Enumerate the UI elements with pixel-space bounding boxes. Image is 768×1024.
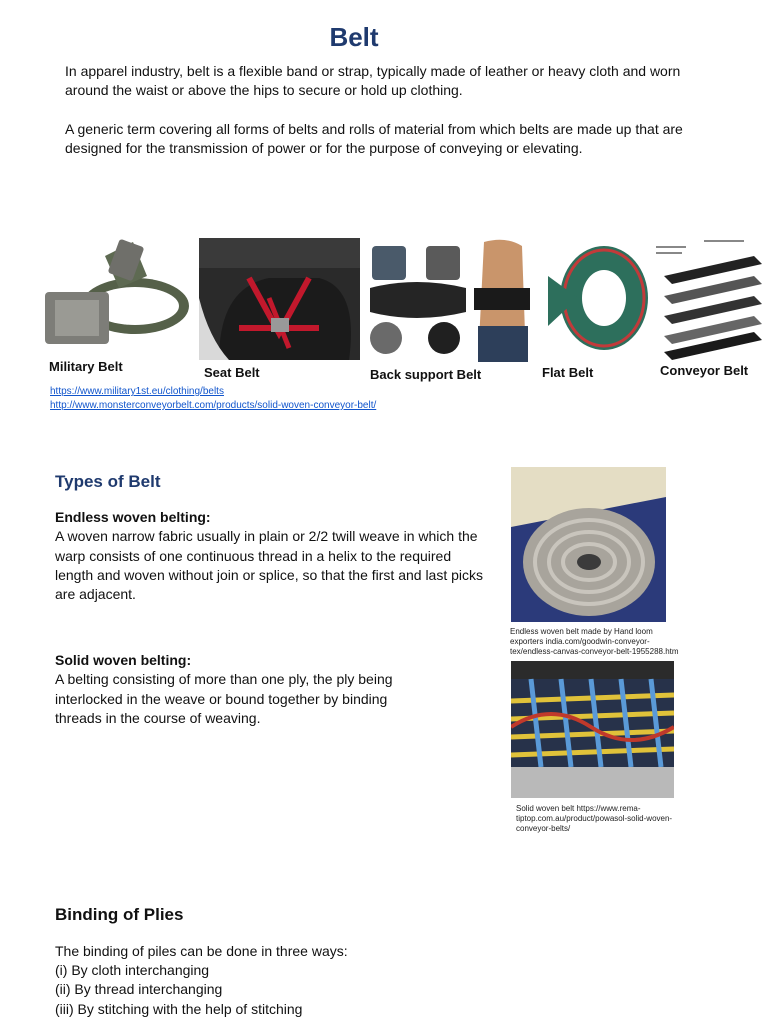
solid-woven-image-caption: Solid woven belt https://www.rema-tiptop.com.au/product/powasol-solid-woven-conveyor-belts/ xyxy=(516,804,673,833)
endless-woven-section xyxy=(55,508,485,604)
binding-methods-list xyxy=(55,961,302,1019)
binding-of-plies-heading: Binding of Plies xyxy=(55,905,184,924)
types-of-belt-heading: Types of Belt xyxy=(55,472,161,491)
list-item: (i) By cloth interchanging xyxy=(55,962,210,978)
caption-seat-belt: Seat Belt xyxy=(204,365,260,380)
list-item: (iii) By stitching with the help of stitching xyxy=(55,1000,303,1017)
solid-woven-section xyxy=(55,651,420,728)
solid-woven-belt-image xyxy=(511,661,674,798)
endless-woven-text: A woven narrow fabric usually in plain or 2/2 twill weave in which the warp consists of one continuous thread in a helix to the required length and woven without join or splice, so that the first and last picks are adjacent. xyxy=(55,528,484,603)
caption-back-support-belt: Back support Belt xyxy=(370,367,482,382)
page-title: Belt xyxy=(329,22,379,52)
military-belt-image xyxy=(43,234,195,350)
endless-woven-belt-image xyxy=(511,467,666,622)
seat-belt-image xyxy=(199,238,360,360)
intro-paragraph-1: In apparel industry, belt is a flexible band or strap, typically made of leather or heavy cloth and worn around the waist or above the hips to secure or hold up clothing. xyxy=(65,63,681,98)
binding-intro: The binding of piles can be done in three ways: xyxy=(55,943,348,959)
solid-woven-text: A belting consisting of more than one ply, the ply being interlocked in the weave or bound together by binding threads in the course of weaving. xyxy=(55,671,393,726)
caption-flat-belt: Flat Belt xyxy=(542,365,594,380)
endless-woven-title: Endless woven belting: xyxy=(55,509,211,525)
list-item: (ii) By thread interchanging xyxy=(55,981,223,998)
caption-conveyor-belt: Conveyor Belt xyxy=(660,363,749,378)
military-belt-link[interactable]: https://www.military1st.eu/clothing/belts xyxy=(50,386,224,397)
back-support-belt-image xyxy=(366,236,532,362)
endless-woven-image-caption: Endless woven belt made by Hand loom exporters india.com/goodwin-conveyor-tex/endless-canvas-conveyor-belt-1955288.htm xyxy=(510,627,679,656)
conveyor-belt-image xyxy=(654,236,766,362)
caption-military-belt: Military Belt xyxy=(49,359,123,374)
flat-belt-image xyxy=(538,236,654,360)
solid-woven-title: Solid woven belting: xyxy=(55,652,192,668)
intro-paragraph-2: A generic term covering all forms of belts and rolls of material from which belts are made up that are designed for the transmission of power or for the purpose of conveying or elevating. xyxy=(65,121,683,156)
conveyor-belt-link[interactable]: http://www.monsterconveyorbelt.com/products/solid-woven-conveyor-belt/ xyxy=(50,400,377,411)
